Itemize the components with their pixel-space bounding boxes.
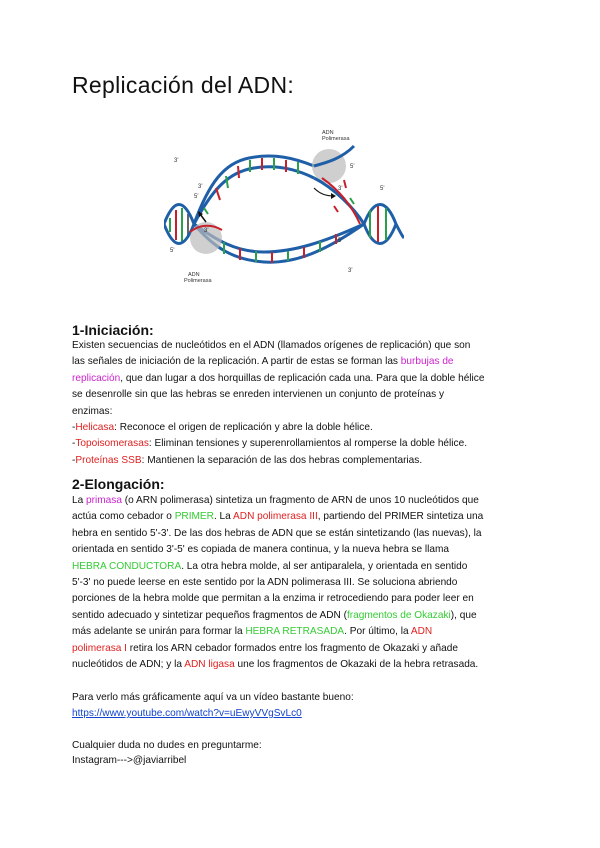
text-line: porciones de la hebra molde que permitan a la enzima ir retrocediendo para poder leer en (72, 593, 474, 605)
doubt-text: Cualquier duda no dudes en preguntarme: (72, 740, 262, 751)
video-intro-text: Para verlo más gráficamente aquí va un vídeo bastante bueno: (72, 692, 354, 703)
term-adn-ligasa: ADN ligasa (184, 659, 235, 671)
youtube-link[interactable]: https://www.youtube.com/watch?v=uEwyVVgSvLc0 (72, 708, 302, 719)
text-line: 5'-3' no puede leerse en este sentido por la ADN polimerasa III. Se soluciona abriendo (72, 577, 458, 589)
text-run: : Reconoce el origen de replicación y abre la doble hélice. (114, 422, 373, 434)
section-iniciacion-body (72, 338, 527, 469)
term-hebra-retrasada: HEBRA RETRASADA (245, 626, 345, 638)
text-line: Existen secuencias de nucleótidos en el ADN (llamados orígenes de replicación) que son (72, 340, 471, 351)
text-run: más adelante se unirán para formar la (72, 626, 246, 638)
term-helicasa: Helicasa (75, 422, 115, 434)
term-okazaki: fragmentos de Okazaki (346, 609, 451, 621)
text-line: orientada en sentido 3'-5' es copiada de manera continua, y la nueva hebra se llama (72, 544, 450, 556)
text-run: las señales de iniciación de la replicación. A partir de estas se forman las (72, 356, 401, 368)
term-hebra-conductora: HEBRA CONDUCTORA (72, 560, 182, 572)
text-run: . Por último, la (344, 626, 411, 638)
fig-label-bottom-2: Polimerasa (184, 278, 212, 284)
text-run: - (72, 438, 76, 450)
fig-prime-5-top: 5' (350, 164, 355, 170)
text-run: nucleótidos de ADN; y la (72, 659, 185, 671)
text-run: - (72, 422, 76, 434)
text-run: actúa como cebador o (72, 511, 175, 523)
list-item-helicasa (72, 420, 527, 436)
text-line (72, 624, 527, 640)
term-ssb: Proteínas SSB (75, 454, 142, 466)
term-adn: ADN (410, 626, 433, 638)
text-line: hebra en sentido 5'-3'. De las dos hebras de ADN que se están sintetizando (las nuevas), la (72, 527, 482, 539)
page-title: Replicación del ADN: (72, 72, 295, 98)
fig-prime-3-mid: 3' (198, 184, 203, 190)
list-item-ssb (72, 453, 527, 469)
fig-label-bottom-1: ADN (188, 272, 200, 278)
highlight-replicacion: replicación (72, 372, 121, 384)
text-run: La (72, 495, 87, 506)
text-run: ), que (450, 609, 477, 621)
fig-prime-3-left: 3' (174, 158, 179, 164)
text-run: une los fragmentos de Okazaki de la hebra retrasada. (234, 659, 479, 671)
text-run: retira los ARN cebador formados entre los fragmento de Okazaki y añade (126, 642, 459, 654)
term-primer: PRIMER (174, 511, 214, 523)
list-item-topoisomerasas (72, 436, 527, 452)
term-topoisomerasas: Topoisomerasas (75, 438, 149, 450)
fig-prime-5-low: 5' (338, 238, 343, 244)
text-run: . La otra hebra molde, al ser antiparalela, y orientada en sentido (181, 560, 468, 572)
text-line (72, 657, 527, 673)
term-primasa: primasa (86, 495, 122, 506)
highlight-burbujas: burbujas de (400, 356, 454, 368)
instagram-handle: Instagram--->@javiarribel (72, 755, 187, 766)
text-run: , que dan lugar a dos horquillas de replicación cada una. Para que la doble hélice (120, 372, 485, 384)
section-elongacion-body (72, 493, 527, 673)
text-run: (o ARN polimerasa) sintetiza un fragmento de ARN de unos 10 nucleótidos que (121, 495, 479, 506)
term-adn-polimerasa-iii: ADN polimerasa III (233, 511, 318, 523)
fig-prime-5-mid: 5' (194, 194, 199, 200)
text-line (72, 641, 527, 657)
fig-prime-3-right: 3' (348, 268, 353, 274)
fig-label-top-2: Polimerasa (322, 136, 350, 142)
text-line (72, 509, 527, 525)
section-heading-iniciacion: 1-Iniciación: (72, 322, 154, 338)
dna-replication-figure (164, 128, 404, 296)
fig-prime-5-left: 5' (170, 248, 175, 254)
fig-prime-3-low: 3' (204, 228, 209, 234)
fig-prime-5-right: 5' (380, 186, 385, 192)
text-line (72, 354, 527, 370)
text-run: : Eliminan tensiones y superenrollamientos al romperse la doble hélice. (148, 438, 467, 450)
text-line (72, 493, 527, 509)
fig-label-top-1: ADN (322, 130, 334, 136)
text-line (72, 608, 527, 624)
text-line: enzimas: (72, 405, 113, 417)
text-run: . La (213, 511, 234, 523)
text-line (72, 559, 527, 575)
section-heading-elongacion: 2-Elongación: (72, 476, 165, 492)
text-run: - (72, 454, 76, 466)
text-line: se desenrolle sin que las hebras se enreden intervienen un conjunto de proteínas y (72, 389, 445, 401)
text-line (72, 371, 527, 387)
text-run: sentido adecuado y sintetizar pequeños fragmentos de ADN ( (72, 609, 347, 621)
fig-prime-3-top: 3' (338, 186, 343, 192)
text-run: , partiendo del PRIMER sintetiza una (317, 511, 484, 523)
term-polimerasa-i: polimerasa I (72, 642, 127, 654)
text-run: : Mantienen la separación de las dos hebras complementarias. (141, 454, 423, 466)
